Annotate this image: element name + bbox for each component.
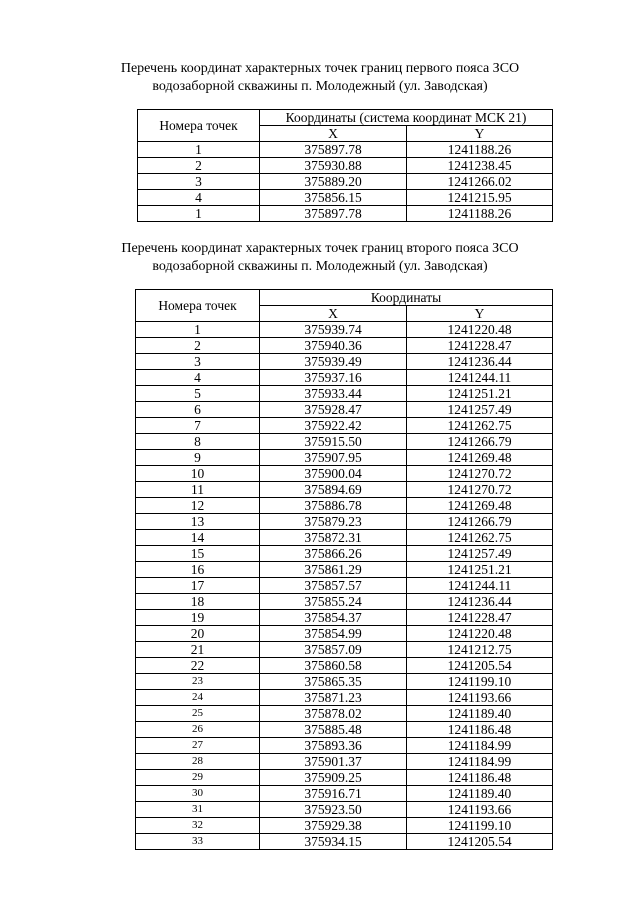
coord-x-cell: 375879.23 — [260, 514, 407, 530]
point-number-cell: 23 — [136, 674, 260, 690]
coord-y-cell: 1241266.79 — [407, 514, 553, 530]
table1-header-x: X — [260, 126, 407, 142]
point-number-cell: 30 — [136, 786, 260, 802]
coord-x-cell: 375940.36 — [260, 338, 407, 354]
coord-y-cell: 1241266.02 — [407, 174, 553, 190]
coord-x-cell: 375909.25 — [260, 770, 407, 786]
table2-caption-line1: Перечень координат характерных точек границ второго пояса ЗСО — [121, 241, 519, 256]
point-number-cell: 32 — [136, 818, 260, 834]
point-number-cell: 1 — [136, 322, 260, 338]
point-number-cell: 26 — [136, 722, 260, 738]
table2-header-coords: Координаты — [260, 290, 553, 306]
coord-x-cell: 375893.36 — [260, 738, 407, 754]
point-number-cell: 21 — [136, 642, 260, 658]
table2-header-points: Номера точек — [136, 290, 260, 322]
table-row — [136, 578, 553, 594]
table-row — [136, 322, 553, 338]
table-row — [136, 642, 553, 658]
point-number-cell: 11 — [136, 482, 260, 498]
point-number-cell: 8 — [136, 434, 260, 450]
point-number-cell: 2 — [136, 338, 260, 354]
coord-x-cell: 375878.02 — [260, 706, 407, 722]
table-row — [136, 722, 553, 738]
coord-x-cell: 375897.78 — [260, 142, 407, 158]
coord-x-cell: 375854.99 — [260, 626, 407, 642]
coord-x-cell: 375937.16 — [260, 370, 407, 386]
coord-y-cell: 1241269.48 — [407, 498, 553, 514]
point-number-cell: 27 — [136, 738, 260, 754]
table2-body — [136, 322, 553, 850]
point-number-cell: 4 — [138, 190, 260, 206]
table-row — [136, 402, 553, 418]
point-number-cell: 4 — [136, 370, 260, 386]
table-row — [136, 434, 553, 450]
table-row — [136, 498, 553, 514]
coord-x-cell: 375929.38 — [260, 818, 407, 834]
table1-header-points: Номера точек — [138, 110, 260, 142]
coord-y-cell: 1241244.11 — [407, 370, 553, 386]
table1-body — [138, 142, 553, 222]
table-row — [136, 594, 553, 610]
table-row — [136, 818, 553, 834]
coord-x-cell: 375900.04 — [260, 466, 407, 482]
table-row — [136, 466, 553, 482]
coord-x-cell: 375934.15 — [260, 834, 407, 850]
coord-y-cell: 1241184.99 — [407, 754, 553, 770]
coord-x-cell: 375916.71 — [260, 786, 407, 802]
table1-caption-line2: водозаборной скважины п. Молодежный (ул. Заводская) — [152, 79, 488, 94]
table-row — [136, 450, 553, 466]
table-row — [136, 530, 553, 546]
table-row — [136, 626, 553, 642]
coord-x-cell: 375922.42 — [260, 418, 407, 434]
point-number-cell: 24 — [136, 690, 260, 706]
table-row — [136, 482, 553, 498]
coord-x-cell: 375933.44 — [260, 386, 407, 402]
coord-x-cell: 375856.15 — [260, 190, 407, 206]
coord-x-cell: 375894.69 — [260, 482, 407, 498]
table-row — [136, 562, 553, 578]
coord-y-cell: 1241220.48 — [407, 626, 553, 642]
table-row — [136, 338, 553, 354]
point-number-cell: 10 — [136, 466, 260, 482]
coord-y-cell: 1241262.75 — [407, 530, 553, 546]
point-number-cell: 5 — [136, 386, 260, 402]
coord-y-cell: 1241244.11 — [407, 578, 553, 594]
coord-y-cell: 1241228.47 — [407, 338, 553, 354]
table-row — [136, 834, 553, 850]
coord-x-cell: 375901.37 — [260, 754, 407, 770]
coord-y-cell: 1241199.10 — [407, 818, 553, 834]
point-number-cell: 22 — [136, 658, 260, 674]
coord-x-cell: 375871.23 — [260, 690, 407, 706]
table-row — [136, 610, 553, 626]
coord-y-cell: 1241205.54 — [407, 658, 553, 674]
coord-x-cell: 375923.50 — [260, 802, 407, 818]
point-number-cell: 25 — [136, 706, 260, 722]
coord-x-cell: 375939.49 — [260, 354, 407, 370]
coord-y-cell: 1241186.48 — [407, 722, 553, 738]
coord-y-cell: 1241269.48 — [407, 450, 553, 466]
coord-y-cell: 1241186.48 — [407, 770, 553, 786]
table-row — [136, 738, 553, 754]
point-number-cell: 2 — [138, 158, 260, 174]
table1-caption — [0, 60, 640, 96]
coord-x-cell: 375928.47 — [260, 402, 407, 418]
point-number-cell: 13 — [136, 514, 260, 530]
coord-x-cell: 375861.29 — [260, 562, 407, 578]
point-number-cell: 28 — [136, 754, 260, 770]
coord-y-cell: 1241262.75 — [407, 418, 553, 434]
table-row — [138, 206, 553, 222]
coord-y-cell: 1241236.44 — [407, 594, 553, 610]
coord-y-cell: 1241257.49 — [407, 402, 553, 418]
coord-x-cell: 375857.09 — [260, 642, 407, 658]
point-number-cell: 15 — [136, 546, 260, 562]
table-row — [136, 706, 553, 722]
coord-y-cell: 1241193.66 — [407, 690, 553, 706]
table-row — [136, 546, 553, 562]
table2-caption-line2: водозаборной скважины п. Молодежный (ул. Заводская) — [152, 259, 488, 274]
coord-x-cell: 375872.31 — [260, 530, 407, 546]
point-number-cell: 19 — [136, 610, 260, 626]
coord-x-cell: 375855.24 — [260, 594, 407, 610]
table-row — [136, 690, 553, 706]
table2-second-zone-coordinates — [135, 289, 553, 850]
table-row — [136, 770, 553, 786]
table1-caption-line1: Перечень координат характерных точек границ первого пояса ЗСО — [120, 61, 520, 76]
coord-y-cell: 1241212.75 — [407, 642, 553, 658]
coord-y-cell: 1241220.48 — [407, 322, 553, 338]
table2-header-y: Y — [407, 306, 553, 322]
point-number-cell: 7 — [136, 418, 260, 434]
coord-x-cell: 375860.58 — [260, 658, 407, 674]
point-number-cell: 6 — [136, 402, 260, 418]
coord-y-cell: 1241189.40 — [407, 706, 553, 722]
table-row — [136, 674, 553, 690]
coord-y-cell: 1241238.45 — [407, 158, 553, 174]
coord-x-cell: 375857.57 — [260, 578, 407, 594]
coord-x-cell: 375889.20 — [260, 174, 407, 190]
point-number-cell: 12 — [136, 498, 260, 514]
table-row — [136, 354, 553, 370]
table-row — [136, 802, 553, 818]
table-row — [136, 418, 553, 434]
coord-y-cell: 1241215.95 — [407, 190, 553, 206]
point-number-cell: 18 — [136, 594, 260, 610]
table-row — [138, 142, 553, 158]
coord-y-cell: 1241188.26 — [407, 206, 553, 222]
table-row — [136, 658, 553, 674]
table-row — [138, 158, 553, 174]
point-number-cell: 33 — [136, 834, 260, 850]
table-row — [136, 754, 553, 770]
point-number-cell: 16 — [136, 562, 260, 578]
coord-y-cell: 1241189.40 — [407, 786, 553, 802]
table-row — [138, 190, 553, 206]
coord-x-cell: 375915.50 — [260, 434, 407, 450]
point-number-cell: 3 — [138, 174, 260, 190]
coord-x-cell: 375854.37 — [260, 610, 407, 626]
coord-y-cell: 1241266.79 — [407, 434, 553, 450]
point-number-cell: 9 — [136, 450, 260, 466]
point-number-cell: 29 — [136, 770, 260, 786]
table-row — [136, 386, 553, 402]
coord-x-cell: 375885.48 — [260, 722, 407, 738]
coord-y-cell: 1241251.21 — [407, 386, 553, 402]
table-row — [136, 514, 553, 530]
coord-y-cell: 1241257.49 — [407, 546, 553, 562]
point-number-cell: 20 — [136, 626, 260, 642]
coord-x-cell: 375897.78 — [260, 206, 407, 222]
coord-y-cell: 1241236.44 — [407, 354, 553, 370]
coord-y-cell: 1241199.10 — [407, 674, 553, 690]
point-number-cell: 14 — [136, 530, 260, 546]
point-number-cell: 1 — [138, 206, 260, 222]
table1-header-y: Y — [407, 126, 553, 142]
coord-x-cell: 375939.74 — [260, 322, 407, 338]
coord-y-cell: 1241205.54 — [407, 834, 553, 850]
coord-y-cell: 1241270.72 — [407, 482, 553, 498]
coord-x-cell: 375865.35 — [260, 674, 407, 690]
table1-first-zone-coordinates — [137, 109, 553, 222]
point-number-cell: 17 — [136, 578, 260, 594]
table1-header-coords: Координаты (система координат МСК 21) — [260, 110, 553, 126]
coord-x-cell: 375866.26 — [260, 546, 407, 562]
coord-x-cell: 375930.88 — [260, 158, 407, 174]
table2-header-x: X — [260, 306, 407, 322]
coord-y-cell: 1241184.99 — [407, 738, 553, 754]
coord-y-cell: 1241270.72 — [407, 466, 553, 482]
table-row — [138, 174, 553, 190]
table-row — [136, 370, 553, 386]
coord-y-cell: 1241251.21 — [407, 562, 553, 578]
coord-y-cell: 1241228.47 — [407, 610, 553, 626]
table2-caption — [0, 240, 640, 276]
point-number-cell: 3 — [136, 354, 260, 370]
point-number-cell: 31 — [136, 802, 260, 818]
table-row — [136, 786, 553, 802]
coord-x-cell: 375907.95 — [260, 450, 407, 466]
coord-x-cell: 375886.78 — [260, 498, 407, 514]
coord-y-cell: 1241193.66 — [407, 802, 553, 818]
coord-y-cell: 1241188.26 — [407, 142, 553, 158]
point-number-cell: 1 — [138, 142, 260, 158]
